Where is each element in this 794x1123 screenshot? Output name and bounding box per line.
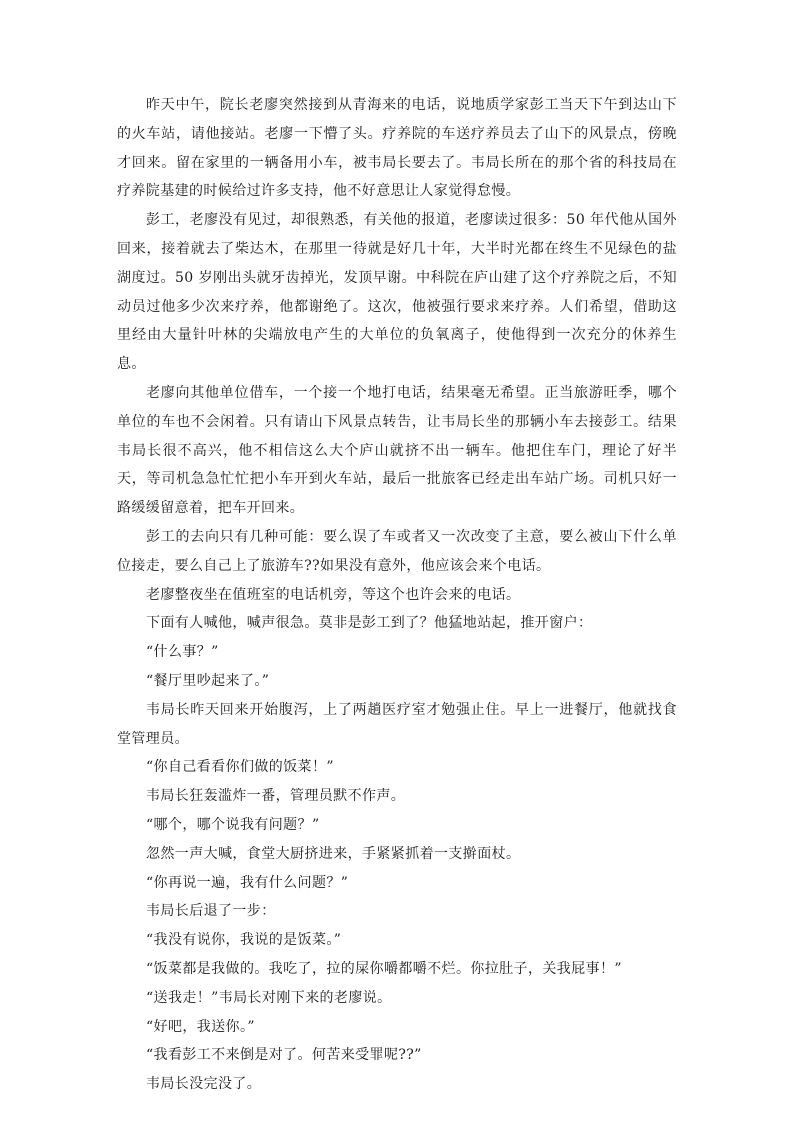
dialogue-line-5: “你再说一遍，我有什么问题？”: [146, 874, 349, 891]
paragraph-8: 韦局长狂轰滥炸一番，管理员默不作声。: [146, 788, 406, 805]
paragraph-7: 韦局长昨天回来开始腹泻，上了两趟医疗室才勉强止住。早上一进餐厅，他就找食堂管理员。: [117, 701, 677, 747]
paragraph-6: 下面有人喊他，喊声很急。莫非是彭工到了？他猛地站起，推开窗户：: [146, 615, 593, 632]
paragraph-2: 彭工，老廖没有见过，却很熟悉，有关他的报道，老廖读过很多：50 年代他从国外回来，接着就去了柴达木，在那里一待就是好几十年，大半时光都在终生不见绿色的盐湖度过。50 岁刚出头就牙齿掉光，发顶早谢。中科院在庐山建了这个疗养院之后，不知动员过他多少次来疗养，他都谢绝了。这次，他被强行要求来疗养。人们希望，借助这里经由大量针叶林的尖端放电产生的大单位的负氧离子，使他得到一次充分的休养生息。: [117, 212, 677, 373]
paragraph-4: 彭工的去向只有几种可能：要么误了车或者又一次改变了主意，要么被山下什么单位接走，要么自己上了旅游车??如果没有意外，他应该会来个电话。: [117, 528, 677, 574]
dialogue-line-10: “我看彭工不来倒是对了。何苦来受罪呢??”: [146, 1047, 422, 1064]
dialogue-line-8: “送我走！”韦局长对刚下来的老廖说。: [146, 989, 392, 1006]
paragraph-9: 忽然一声大喊，食堂大厨挤进来，手紧紧抓着一支擀面杖。: [146, 845, 521, 862]
paragraph-10: 韦局长后退了一步：: [146, 903, 276, 920]
paragraph-5: 老廖整夜坐在值班室的电话机旁，等这个也许会来的电话。: [146, 586, 521, 603]
dialogue-line-6: “我没有说你，我说的是饭菜。”: [146, 932, 342, 949]
dialogue-line-9: “好吧，我送你。”: [146, 1018, 255, 1035]
dialogue-line-3: “你自己看看你们做的饭菜！”: [146, 759, 334, 776]
paragraph-3: 老廖向其他单位借车，一个接一个地打电话，结果毫无希望。正当旅游旺季，哪个单位的车也不会闲着。只有请山下风景点转告，让韦局长坐的那辆小车去接彭工。结果韦局长很不高兴，他不相信这么大个庐山就挤不出一辆车。他把住车门，理论了好半天，等司机急急忙忙把小车开到火车站，最后一批旅客已经走出车站广场。司机只好一路缓缓留意着，把车开回来。: [117, 384, 677, 517]
dialogue-line-7: “饭菜都是我做的。我吃了，拉的屎你嚼都嚼不烂。你拉肚子，关我屁事！”: [146, 960, 622, 977]
paragraph-1: 昨天中午，院长老廖突然接到从青海来的电话，说地质学家彭工当天下午到达山下的火车站，请他接站。老廖一下懵了头。疗养院的车送疗养员去了山下的风景点，傍晚才回来。留在家里的一辆备用小车，被韦局长要去了。韦局长所在的那个省的科技局在疗养院基建的时候给过许多支持，他不好意思让人家觉得怠慢。: [117, 97, 677, 200]
dialogue-line-4: “哪个，哪个说我有问题？”: [146, 816, 320, 833]
dialogue-line-2: “餐厅里吵起来了。”: [146, 672, 270, 689]
paragraph-11: 韦局长没完没了。: [146, 1076, 262, 1093]
dialogue-line-1: “什么事？”: [146, 644, 219, 661]
story-body: [117, 91, 677, 1099]
